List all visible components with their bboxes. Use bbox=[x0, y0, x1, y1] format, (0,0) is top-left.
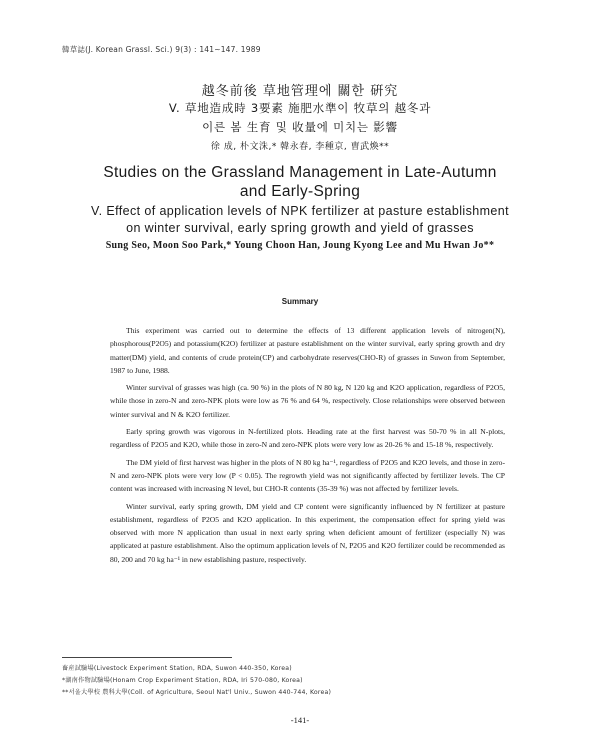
journal-reference: 韓草誌(J. Korean Grassl. Sci.) 9(3) : 141~147. 1989 bbox=[62, 45, 261, 54]
summary-paragraph: Winter survival of grasses was high (ca. 90 %) in the plots of N 80 kg, N 120 kg and K2O application, regardless of P2O5, while those in zero-N and zero-NPK plots were low as 76 % and 64 %, respectively. Close relationships were observed between winter survival and N & K2O fertilizer. bbox=[110, 383, 505, 419]
english-authors: Sung Seo, Moon Soo Park,* Young Choon Han, Joung Kyong Lee and Mu Hwan Jo** bbox=[105, 240, 495, 251]
korean-title: 越冬前後 草地管理에 關한 硏究 bbox=[201, 84, 399, 99]
summary-paragraph: The DM yield of first harvest was higher in the plots of N 80 kg ha⁻¹, regardless of P2O5 and K2O levels, and those in zero-N and zero-NPK plots were very low (P < 0.05). The regrowth yield was not significantly affected by fertilizer levels. The CP content was increased with increasing N level, but CHO-R contents (35-39 %) was not affected by fertilizer levels. bbox=[110, 457, 505, 494]
english-subtitle-line1: V. Effect of application levels of NPK fertilizer at pasture establishment bbox=[91, 204, 509, 218]
summary-heading: Summary bbox=[281, 297, 319, 306]
english-title-line2: and Early-Spring bbox=[239, 183, 361, 200]
summary-paragraph: Early spring growth was vigorous in N-fertilized plots. Heading rate at the first harvest was 50-70 % in all N-plots, regardless of P2O5 and K2O, while those in zero-N and zero-NPK plots were very low as 20-26 % and 15-18 %, respectively. bbox=[110, 427, 505, 450]
footnote: **서울大學校 農科大學(Coll. of Agriculture, Seoul Nat'l Univ., Suwon 440-744, Korea) bbox=[62, 689, 332, 696]
footnote: 畜産試驗場(Livestock Experiment Station, RDA, Suwon 440-350, Korea) bbox=[62, 665, 292, 672]
footnote: *湖南作物試驗場(Honam Crop Experiment Station, RDA, Iri 570-080, Korea) bbox=[62, 677, 303, 684]
korean-subtitle-line1: V. 草地造成時 3要素 施肥水準이 牧草의 越冬과 bbox=[168, 101, 432, 115]
summary-paragraph: Winter survival, early spring growth, DM yield and CP content were significantly influenced by N fertilizer at pasture establishment, regardless of P2O5 and K2O application. In this experiment, the compensation effect for spring yield was observed with more N application than usual in next early spring when deficient amount of fertilizer (especially N) was applicated at pasture establishment. Also the optimum application levels of N, P2O5 and K2O fertilizer could be recommended as 80, 200 and 70 kg ha⁻¹ in new establishing pasture, respectively. bbox=[110, 501, 505, 564]
page-number: -141- bbox=[290, 715, 310, 725]
korean-authors: 徐 成, 朴文洙,* 韓永春, 李種京, 曺武煥** bbox=[210, 142, 390, 152]
summary-paragraph: This experiment was carried out to determine the effects of 13 different application levels of nitrogen(N), phosphorous(P2O5) and potassium(K2O) fertilizer at pasture establishment on the winter survival, early spring growth and dry matter(DM) yield, and contents of crude protein(CP) and carbohydrate reserves(CHO-R) of grasses in Suwon from September, 1987 to June, 1988. bbox=[110, 326, 505, 375]
korean-subtitle-line2: 이른 봄 生育 및 收量에 미치는 影響 bbox=[202, 120, 398, 134]
summary-body bbox=[110, 324, 505, 570]
footnote-divider bbox=[62, 657, 232, 658]
english-title-line1: Studies on the Grassland Management in Late-Autumn bbox=[103, 164, 497, 181]
english-subtitle-line2: on winter survival, early spring growth and yield of grasses bbox=[126, 221, 474, 235]
